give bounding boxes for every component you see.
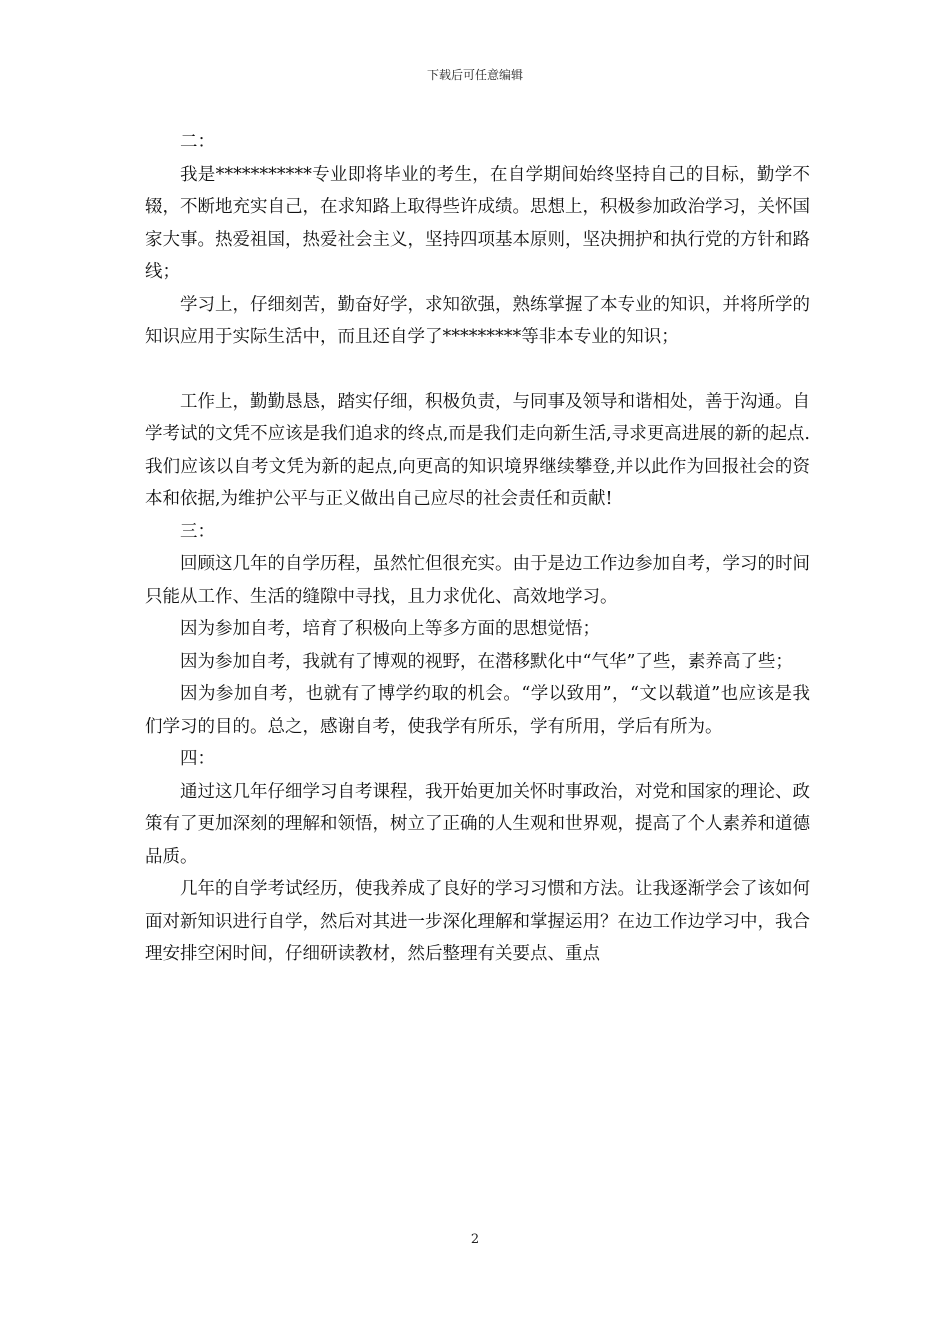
- page-number: 2: [470, 1232, 480, 1247]
- section-heading-three: 三：: [180, 521, 215, 542]
- paragraph: 因为参加自考，也就有了博学约取的机会。“学以致用”，“文以载道”也应该是我们学习的目的。总之，感谢自考，使我学有所乐，学有所用，学后有所为。: [145, 684, 810, 737]
- paragraph: 几年的自学考试经历，使我养成了良好的学习习惯和方法。让我逐渐学会了该如何面对新知识进行自学，然后对其进一步深化理解和掌握运用？在边工作边学习中，我合理安排空闲时间，仔细研读教材，然后整理有关要点、重点: [145, 879, 810, 964]
- page-header: 下载后可任意编辑: [426, 68, 523, 82]
- section-heading-four: 四：: [180, 749, 215, 769]
- paragraph-spacer: [145, 354, 810, 386]
- paragraph: 我是***********专业即将毕业的考生，在自学期间始终坚持自己的目标，勤学不辍，不断地充实自己，在求知路上取得些许成绩。思想上，积极参加政治学习，关怀国家大事。热爱祖国，热爱社会主义，坚持四项基本原则，坚决拥护和执行党的方针和路线；: [145, 164, 810, 282]
- section-heading-two: 二：: [180, 132, 215, 152]
- paragraph: 通过这几年仔细学习自考课程，我开始更加关怀时事政治，对党和国家的理论、政策有了更加深刻的理解和领悟，树立了正确的人生观和世界观，提高了个人素养和道德品质。: [145, 781, 810, 867]
- paragraph: 因为参加自考，我就有了博观的视野，在潜移默化中“气华”了些，素养高了些；: [180, 651, 793, 672]
- paragraph: 因为参加自考，培育了积极向上等多方面的思想觉悟；: [180, 619, 600, 639]
- document-body: [145, 126, 810, 971]
- paragraph: 工作上，勤勤恳恳，踏实仔细，积极负责，与同事及领导和谐相处，善于沟通。自学考试的文凭不应该是我们追求的终点,而是我们走向新生活,寻求更高进展的新的起点.我们应该以自考文凭为新的起点,向更高的知识境界继续攀登,并以此作为回报社会的资本和依据,为维护公平与正义做出自己应尽的社会责任和贡献!: [145, 391, 810, 509]
- paragraph: 学习上，仔细刻苦，勤奋好学，求知欲强，熟练掌握了本专业的知识，并将所学的知识应用于实际生活中，而且还自学了*********等非本专业的知识；: [145, 294, 810, 347]
- paragraph: 回顾这几年的自学历程，虽然忙但很充实。由于是边工作边参加自考，学习的时间只能从工作、生活的缝隙中寻找，且力求优化、高效地学习。: [145, 554, 810, 607]
